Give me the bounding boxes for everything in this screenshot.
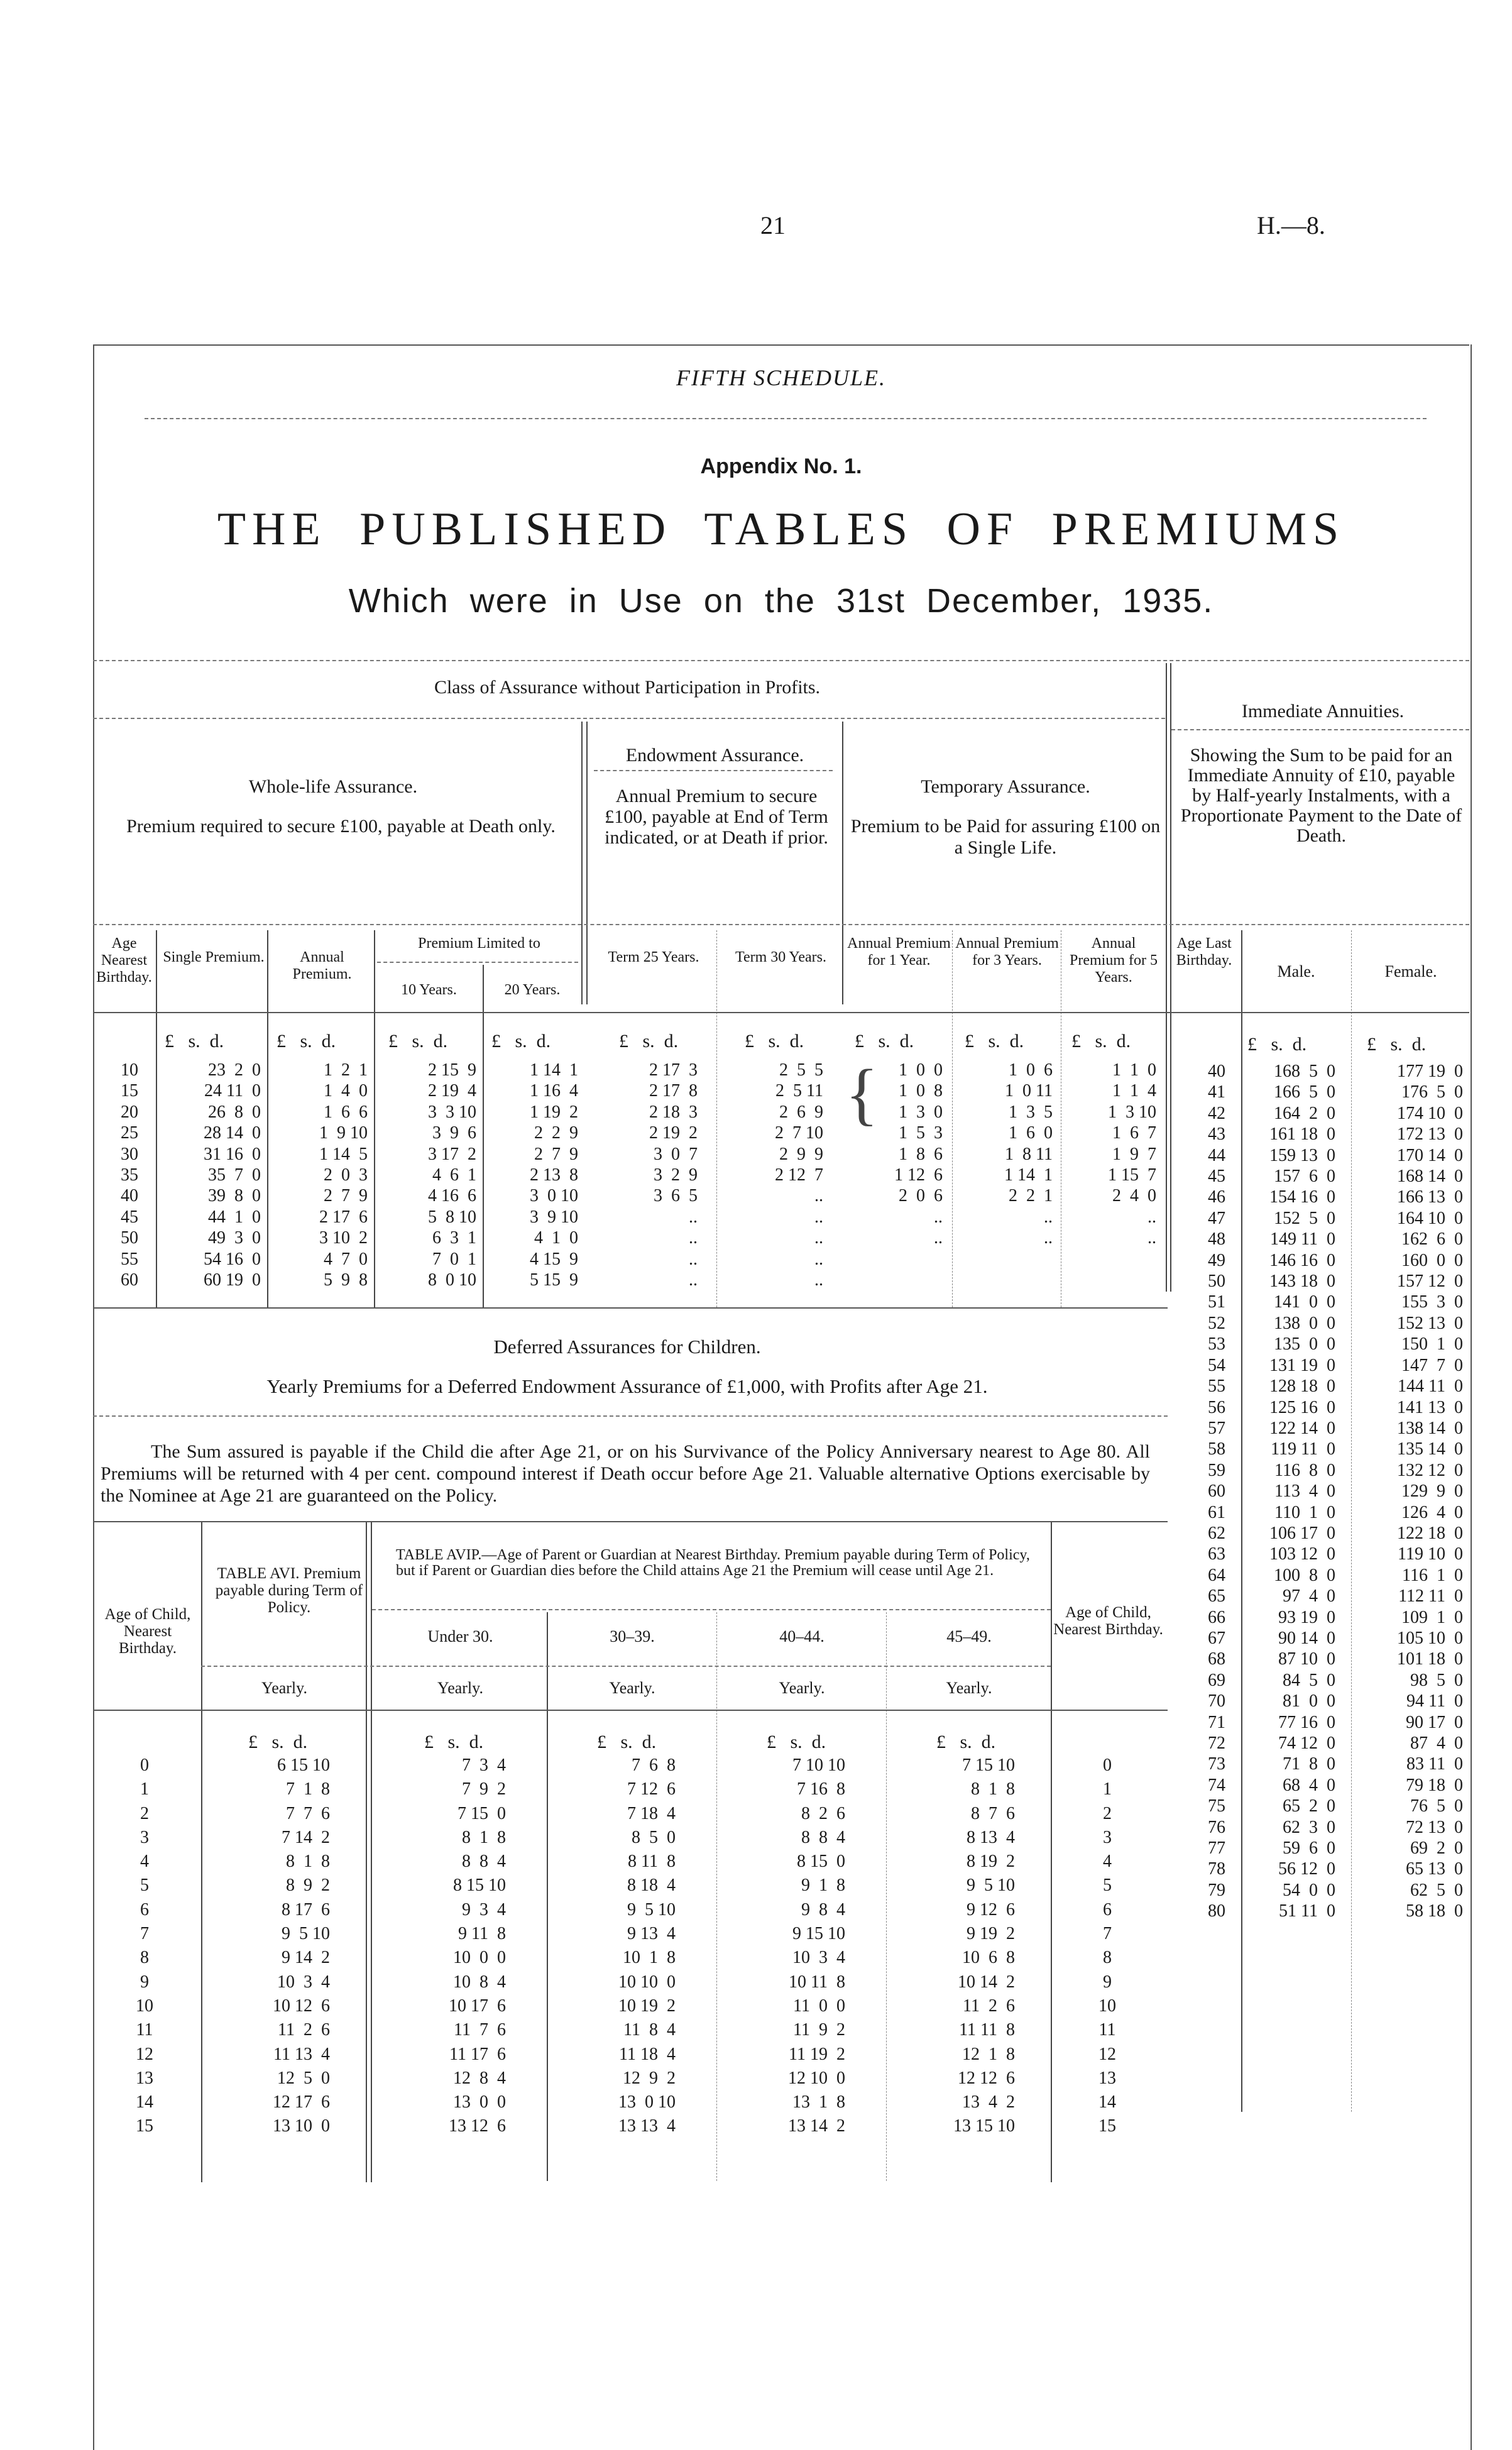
main-annual-3yr: 1 0 6 1 0 11 1 3 5 1 6 0 1 8 11 1 14 1 2 2 1 .. .. [1004,1060,1053,1248]
lsd-annual: £ s. d. [277,1031,336,1052]
annuities-title: Immediate Annuities. [1241,701,1405,722]
annuities-desc: Showing the Sum to be paid for an Immediate Annuity of £10, payable by Half-yearly Instalments, with a Proportionate Payment to the Date of Death. [1180,745,1462,846]
main-ages: 10 15 20 25 30 35 40 45 50 55 60 [121,1060,138,1290]
col-annual: Annual Premium. [292,949,352,982]
table-avip-head: TABLE AVIP.—Age of Parent or Guardian at Nearest Birthday. Premium payable during Term of Policy, but if Parent or Guardian dies before the Child attains Age 21 the Premium will cease until Age 21. [396,1547,1030,1579]
deferred-ages-right: 0 1 2 3 4 5 6 7 8 9 10 11 12 13 14 15 [1098,1755,1116,2136]
deferred-avi: 6 15 10 7 1 8 7 7 6 7 14 2 8 1 8 8 9 2 8 17 6 9 5 10 9 14 2 10 3 4 10 12 6 11 2 6 11 13 4 12 5 0 12 17 6 13 10 0 [273,1755,330,2136]
lsd-single: £ s. d. [165,1031,224,1052]
col-single: Single Premium. [163,949,265,965]
lsd-term25: £ s. d. [619,1031,679,1052]
temporary-desc: Premium to be Paid for assuring £100 on a Single Life. [850,816,1161,858]
deferred-40-44: 7 10 10 7 16 8 8 2 6 8 8 4 8 15 0 9 1 8 9 8 4 9 15 10 10 3 4 10 11 8 11 0 0 11 9 2 11 19 2 12 10 0 13 1 8 13 14 2 [788,1755,845,2136]
lsd-ten: £ s. d. [388,1031,448,1052]
lsd-avi: £ s. d. [248,1732,308,1752]
col-annual-5yr: Annual Premium for 5 Years. [1070,935,1158,986]
class-heading: Class of Assurance without Participation in Profits. [434,677,821,698]
lsd-male: £ s. d. [1247,1034,1307,1055]
lsd-term30: £ s. d. [745,1031,804,1052]
whole-life-title: Whole-life Assurance. [248,776,418,797]
col-term-25: Term 25 Years. [608,949,699,965]
band-40-44: 40–44. [779,1627,824,1645]
deferred-subtitle: Yearly Premiums for a Deferred Endowment Assurance of £1,000, with Profits after Age 21. [266,1375,988,1397]
page-number: 21 [760,211,786,239]
col-age-last: Age Last Birthday. [1176,935,1232,969]
endowment-title: Endowment Assurance. [625,745,804,766]
appendix-label: Appendix No. 1. [700,454,862,478]
main-term-30: 2 5 5 2 5 11 2 6 9 2 7 10 2 9 9 2 12 7 .. .. .. .. .. [775,1060,823,1290]
main-annual-5yr: 1 1 0 1 1 4 1 3 10 1 6 7 1 9 7 1 15 7 2 4 0 .. .. [1108,1060,1156,1248]
lsd-b45: £ s. d. [936,1732,996,1752]
deferred-45-49: 7 15 10 8 1 8 8 7 6 8 13 4 8 19 2 9 5 10 9 12 6 9 19 2 10 6 8 10 14 2 11 2 6 11 11 8 12 1 8 12 12 6 13 4 2 13 15 10 [953,1755,1015,2136]
document-reference: H.—8. [1257,211,1325,239]
lsd-u30: £ s. d. [424,1732,484,1752]
lsd-twenty: £ s. d. [491,1031,551,1052]
col-twenty-years: 20 Years. [504,982,561,998]
annuity-female: 177 19 0 176 5 0 174 10 0 172 13 0 170 14 0 168 14 0 166 13 0 164 10 0 162 6 0 160 0 0 157 12 0 155 3 0 152 13 0 150 1 0 147 7 0 144 11 0 141 13 0 138 14 0 135 14 0 132 12 0 129 9 0 126 4 0 122 18 0 119 10 0 116 1 0 112 11 0 109 1 0 105 10 0 101 18 0 98 5 0 94 11 0 90 17 0 87 4 0 83 11 0 79 18 0 76 5 0 72 13 0 69 2 0 65 13 0 62 5 0 58 18 0 [1397,1062,1463,1921]
deferred-col-age-right: Age of Child, Nearest Birthday. [1053,1604,1163,1638]
schedule-title: FIFTH SCHEDULE. [676,365,886,390]
col-female: Female. [1384,962,1437,981]
brace-icon: { [845,1055,879,1132]
deferred-col-age: Age of Child, Nearest Birthday. [104,1606,191,1657]
col-limited: Premium Limited to [418,935,540,952]
col-annual-3yr: Annual Premium for 3 Years. [955,935,1059,969]
table-avi-head: TABLE AVI. Premium payable during Term of Policy. [215,1565,363,1616]
document-subtitle: Which were in Use on the 31st December, 1935. [348,582,1214,620]
main-ten-years: 2 15 9 2 19 4 3 3 10 3 9 6 3 17 2 4 6 1 4 16 6 5 8 10 6 3 1 7 0 1 8 0 10 [428,1060,476,1290]
col-term-30: Term 30 Years. [735,949,826,965]
band-under-30: Under 30. [427,1627,493,1645]
main-annual-1yr: 1 0 0 1 0 8 1 3 0 1 5 3 1 8 6 1 12 6 2 0 6 .. .. [894,1060,943,1248]
col-age: Age Nearest Birthday. [96,935,152,986]
lsd-b40: £ s. d. [767,1732,826,1752]
lsd-t3: £ s. d. [965,1031,1024,1052]
yearly-30: Yearly. [609,1679,655,1697]
deferred-30-39: 7 6 8 7 12 6 7 18 4 8 5 0 8 11 8 8 18 4 9 5 10 9 13 4 10 1 8 10 10 0 10 19 2 11 8 4 11 18 4 12 9 2 13 0 10 13 13 4 [618,1755,676,2136]
endowment-desc: Annual Premium to secure £100, payable at End of Term indicated, or at Death if prior. [605,786,828,848]
document-title: THE PUBLISHED TABLES OF PREMIUMS [217,503,1345,555]
yearly-40: Yearly. [779,1679,825,1697]
deferred-ages: 0 1 2 3 4 5 6 7 8 9 10 11 12 13 14 15 [136,1755,153,2136]
whole-life-desc: Premium required to secure £100, payable at Death only. [126,816,556,837]
yearly-u30: Yearly. [437,1679,483,1697]
col-ten-years: 10 Years. [401,982,457,998]
annuity-male: 168 5 0 166 5 0 164 2 0 161 18 0 159 13 0 157 6 0 154 16 0 152 5 0 149 11 0 146 16 0 143 18 0 141 0 0 138 0 0 135 0 0 131 19 0 128 18 0 125 16 0 122 14 0 119 11 0 116 8 0 113 4 0 110 1 0 106 17 0 103 12 0 100 8 0 97 4 0 93 19 0 90 14 0 87 10 0 84 5 0 81 0 0 77 16 0 74 12 0 71 8 0 68 4 0 65 2 0 62 3 0 59 6 0 56 12 0 54 0 0 51 11 0 [1269,1062,1335,1921]
main-single: 23 2 0 24 11 0 26 8 0 28 14 0 31 16 0 35 7 0 39 8 0 44 1 0 49 3 0 54 16 0 60 19 0 [204,1060,261,1290]
lsd-t5: £ s. d. [1071,1031,1131,1052]
main-annual: 1 2 1 1 4 0 1 6 6 1 9 10 1 14 5 2 0 3 2 7 9 2 17 6 3 10 2 4 7 0 5 9 8 [319,1060,368,1290]
col-male: Male. [1277,962,1315,981]
temporary-title: Temporary Assurance. [921,776,1090,797]
lsd-b30: £ s. d. [597,1732,657,1752]
main-term-25: 2 17 3 2 17 8 2 18 3 2 19 2 3 0 7 3 2 9 3 6 5 .. .. .. .. [649,1060,698,1290]
annuity-ages: 40 41 42 43 44 45 46 47 48 49 50 51 52 53 54 55 56 57 58 59 60 61 62 63 64 65 66 67 68 69 70 71 72 73 74 75 76 77 78 79 80 [1208,1062,1225,1921]
col-annual-1yr: Annual Premium for 1 Year. [847,935,951,969]
yearly-45: Yearly. [946,1679,992,1697]
deferred-under-30: 7 3 4 7 9 2 7 15 0 8 1 8 8 8 4 8 15 10 9 3 4 9 11 8 10 0 0 10 8 4 10 17 6 11 7 6 11 17 6 12 8 4 13 0 0 13 12 6 [449,1755,506,2136]
band-45-49: 45–49. [946,1627,992,1645]
lsd-t1: £ s. d. [855,1031,914,1052]
deferred-title: Deferred Assurances for Children. [493,1336,761,1358]
band-30-39: 30–39. [610,1627,655,1645]
main-twenty-years: 1 14 1 1 16 4 1 19 2 2 2 9 2 7 9 2 13 8 3 0 10 3 9 10 4 1 0 4 15 9 5 15 9 [530,1060,578,1290]
deferred-paragraph: The Sum assured is payable if the Child die after Age 21, or on his Survivance of the Policy Anniversary nearest to Age 80. All Premiums will be returned with 4 per cent. compound interest if Death occur before Age 21. Valuable alternative Options exercisable by the Nominee at Age 21 are guaranteed on the Policy. [101,1441,1150,1506]
lsd-female: £ s. d. [1367,1034,1427,1055]
yearly-avi: Yearly. [261,1679,307,1697]
